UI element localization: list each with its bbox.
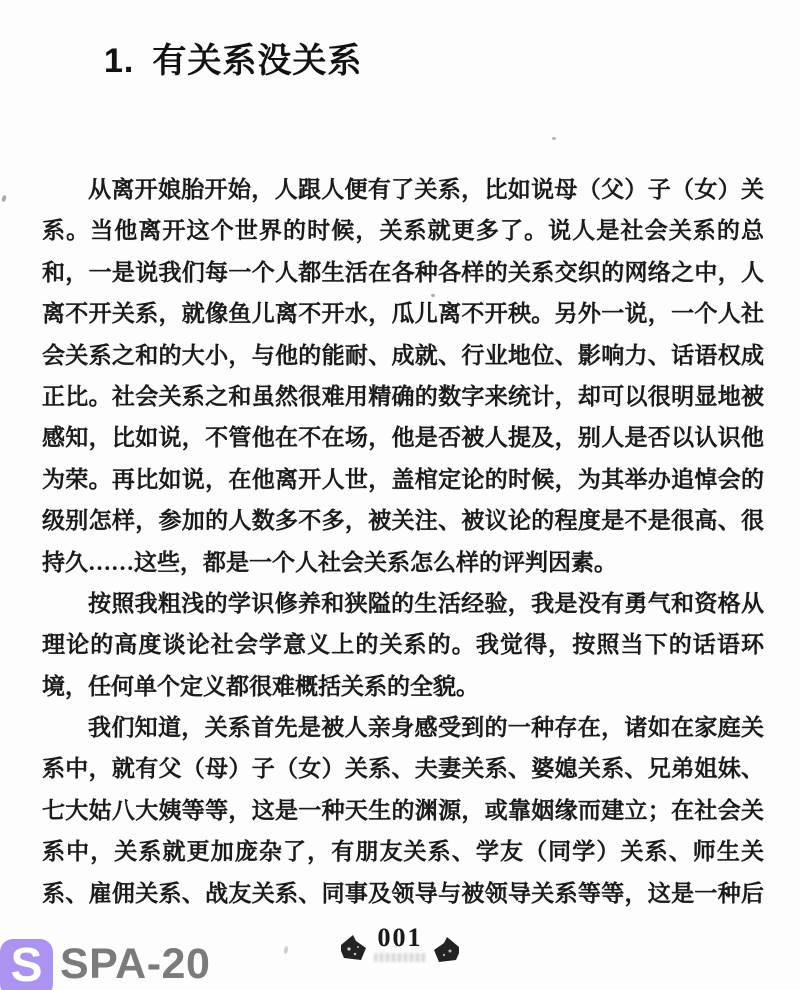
page-number: 001 bbox=[377, 923, 423, 952]
scan-speck bbox=[431, 294, 435, 297]
text-line: 从离开娘胎开始，人跟人便有了关系，比如说母（父）子（女）关 bbox=[88, 177, 764, 202]
text-line: 离不开关系，就像鱼儿离不开水，瓜儿离不开秧。另外一说，一个人社 bbox=[42, 301, 764, 327]
text-line: 境，任何单个定义都很难概括关系的全貌。 bbox=[42, 673, 479, 699]
text-line: 系、雇佣关系、战友关系、同事及领导与被领导关系等等，这是一种后 bbox=[42, 880, 764, 906]
chapter-number: 1. bbox=[104, 41, 135, 80]
page-number-block bbox=[374, 924, 426, 962]
watermark-label: SPA-20 bbox=[60, 940, 211, 988]
chapter-title bbox=[104, 41, 362, 81]
text-line: 系。当他离开这个世界的时候，关系就更多了。说人是社会关系的总 bbox=[42, 218, 764, 244]
text-line: 持久……这些，都是一个人社会关系怎么样的评判因素。 bbox=[42, 549, 617, 575]
bird-ornament-right-icon bbox=[433, 936, 460, 969]
bird-ornament-left-icon bbox=[340, 933, 367, 967]
footer-smudge bbox=[374, 953, 426, 962]
watermark-logo-letter: S bbox=[10, 939, 43, 990]
scan-speck bbox=[1, 195, 7, 203]
text-line: 我们知道，关系首先是被人亲身感受到的一种存在，诸如在家庭关 bbox=[88, 715, 764, 741]
scan-speck bbox=[552, 137, 556, 140]
text-line: 系中，关系就更加庞杂了，有朋友关系、学友（同学）关系、师生关 bbox=[42, 839, 764, 865]
text-line: 正比。社会关系之和虽然很难用精确的数字来统计，却可以很明显地被 bbox=[42, 383, 764, 409]
body-text bbox=[42, 169, 764, 914]
text-line: 会关系之和的大小，与他的能耐、成就、行业地位、影响力、话语权成 bbox=[42, 342, 764, 368]
text-line: 按照我粗浅的学识修养和狭隘的生活经验，我是没有勇气和资格从 bbox=[88, 590, 764, 616]
text-line: 理论的高度谈论社会学意义上的关系的。我觉得，按照当下的话语环 bbox=[42, 632, 764, 658]
text-line: 级别怎样，参加的人数多不多，被关注、被议论的程度是不是很高、很 bbox=[42, 508, 764, 534]
text-line: 为荣。再比如说，在他离开人世，盖棺定论的时候，为其举办追悼会的 bbox=[42, 466, 764, 492]
text-line: 七大姑八大姨等等，这是一种天生的渊源，或靠姻缘而建立；在社会关 bbox=[42, 797, 764, 823]
text-line: 系中，就有父（母）子（女）关系、夫妻关系、婆媳关系、兄弟姐妹、 bbox=[42, 756, 764, 782]
chapter-title-text: 有关系没关系 bbox=[152, 41, 363, 80]
text-line: 和，一是说我们每一个人都生活在各种各样的关系交织的网络之中，人 bbox=[42, 259, 764, 285]
watermark-logo bbox=[0, 939, 53, 990]
text-line: 感知，比如说，不管他在不在场，他是否被人提及，别人是否以认识他 bbox=[42, 425, 764, 451]
